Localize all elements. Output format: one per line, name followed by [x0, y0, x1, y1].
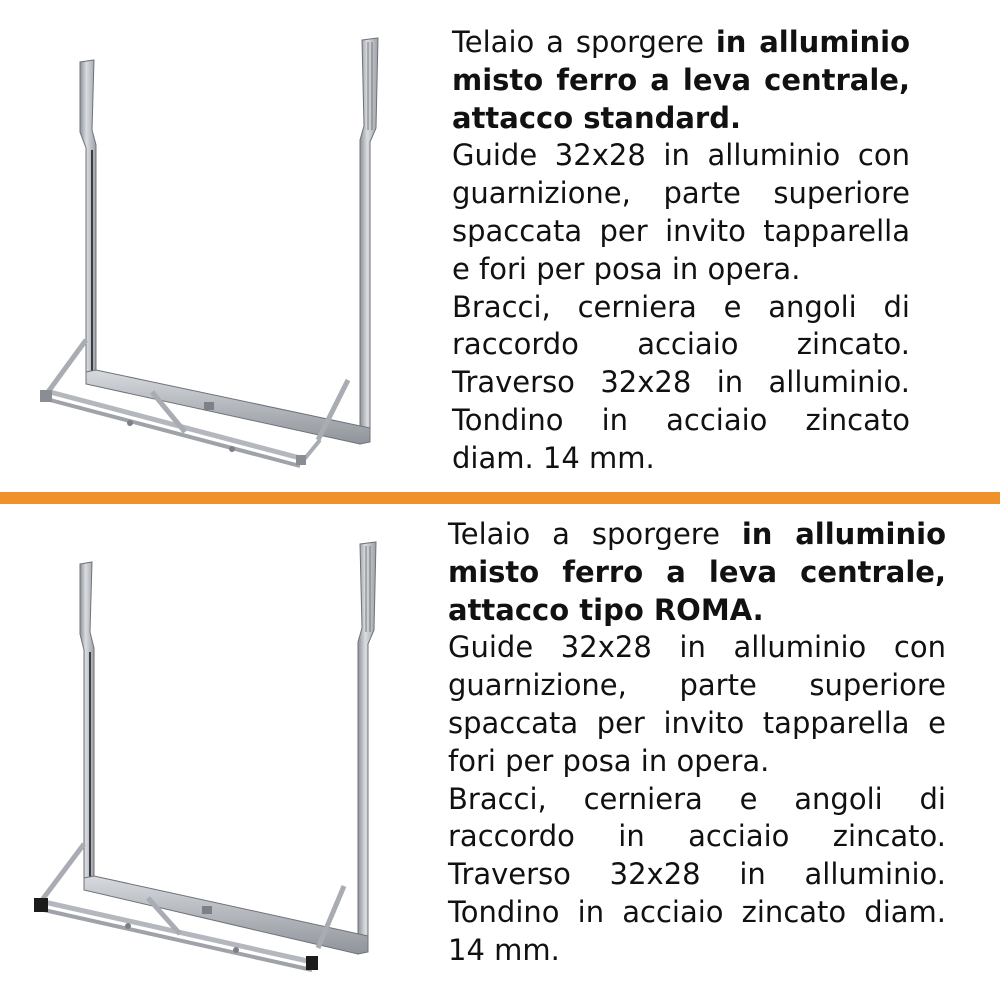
product-section-standard — [0, 0, 1000, 492]
components-paragraph: Bracci, cerniera e angoli di raccordo in acciaio zincato. Traverso 32x28 in alluminio. Tondino in acciaio zincato diam. 14 mm. — [448, 781, 946, 967]
frame-product-image — [0, 508, 440, 1000]
frame-product-image — [0, 0, 440, 492]
components-paragraph: Bracci, cerniera e angoli di raccordo acciaio zincato. Traverso 32x28 in alluminio. Tondino in acciaio zincato diam. 14 mm. — [452, 289, 910, 475]
title-bold: in alluminio misto ferro a leva centrale, attacco tipo ROMA. — [448, 517, 946, 627]
product-description — [448, 516, 946, 970]
title-bold: in alluminio misto ferro a leva centrale, attacco standard. — [452, 25, 910, 135]
title-plain: Telaio a sporgere — [452, 25, 716, 59]
product-description — [452, 24, 910, 478]
product-title — [452, 24, 910, 137]
product-section-roma — [0, 508, 1000, 1000]
orange-divider — [0, 492, 1000, 504]
guide-paragraph: Guide 32x28 in alluminio con guarnizione, parte superiore spaccata per invito tapparella e fori per posa in opera. — [452, 138, 910, 286]
guide-paragraph: Guide 32x28 in alluminio con guarnizione, parte superiore spaccata per invito tapparella e fori per posa in opera. — [448, 630, 946, 778]
title-plain: Telaio a sporgere — [448, 517, 742, 551]
product-title — [448, 516, 946, 629]
